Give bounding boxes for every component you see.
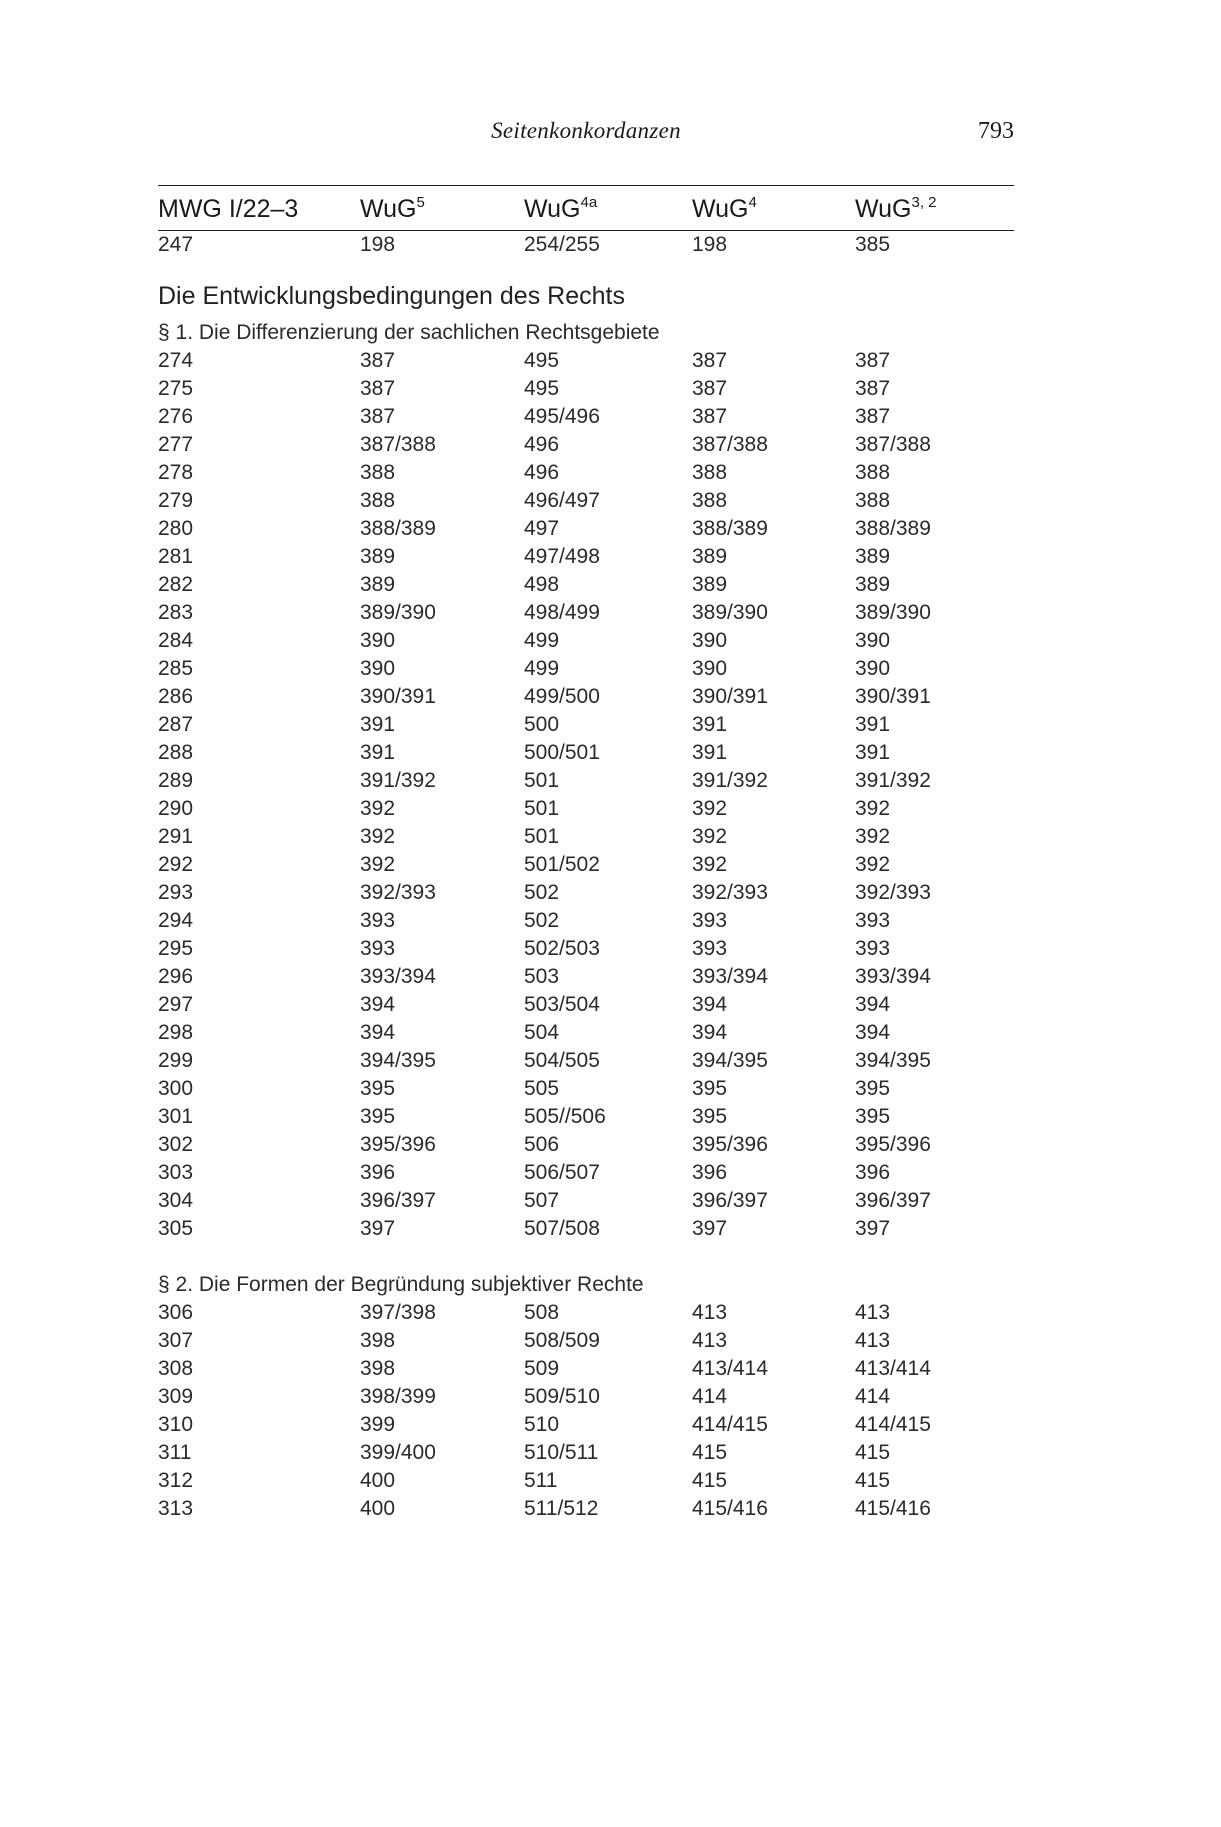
table-cell: 415 [855,1441,891,1464]
table-cell: 396/397 [360,1189,436,1212]
table-cell: 274 [158,349,194,372]
table-row [158,879,1014,907]
table-cell: 388 [692,461,728,484]
table-cell: 389 [692,573,728,596]
table-row [158,655,1014,683]
table-cell: 415 [692,1469,728,1492]
table-cell: 501/502 [524,853,600,876]
table-cell: 499/500 [524,685,600,708]
table-row [158,515,1014,543]
table-cell: 285 [158,657,194,680]
table-cell: 390 [692,629,728,652]
column-header-wug4a: WuG$^{4a}$ [524,194,598,223]
table-cell: 304 [158,1189,194,1212]
table-cell: 505//506 [524,1105,606,1128]
table-cell: 397/398 [360,1301,436,1324]
table-cell: 393 [855,909,891,932]
table-cell: 390 [692,657,728,680]
table-cell: 387 [855,377,891,400]
table-cell: 387 [692,377,728,400]
table-cell: 392/393 [855,881,931,904]
table-cell: 393 [360,909,396,932]
table-cell: 388/389 [360,517,436,540]
table-row [158,823,1014,851]
table-row [158,1215,1014,1243]
table-cell: 511 [524,1469,558,1492]
table-cell: 275 [158,377,194,400]
table-cell: 392 [360,825,396,848]
table-cell: 389/390 [360,601,436,624]
table-cell: 289 [158,769,194,792]
table-cell: 397 [692,1217,728,1240]
table-header [158,185,1014,231]
table-cell: 497 [524,517,560,540]
table-cell: 394/395 [855,1049,931,1072]
table-cell: 389/390 [855,601,931,624]
table-cell: 282 [158,573,194,596]
table-cell: 498 [524,573,560,596]
table-cell: 392 [855,797,891,820]
table-cell: 395 [360,1105,396,1128]
table-cell: 305 [158,1217,194,1240]
table-row [158,1467,1014,1495]
table-cell: 502/503 [524,937,600,960]
table-row [158,599,1014,627]
table-cell: 413 [855,1301,891,1324]
table-cell: 495 [524,377,560,400]
table-cell: 388 [855,461,891,484]
table-cell: 502 [524,881,560,904]
table-cell: 395/396 [855,1133,931,1156]
table-cell: 395 [360,1077,396,1100]
table-cell: 496 [524,433,560,456]
table-cell: 312 [158,1469,194,1492]
table-cell: 394 [692,1021,728,1044]
table-row [158,739,1014,767]
table-cell: 391 [360,741,396,764]
table-cell: 495/496 [524,405,600,428]
table-cell: 394 [855,993,891,1016]
table-cell: 502 [524,909,560,932]
table-cell: 387 [360,349,396,372]
chapter-title: Die Entwicklungsbedingungen des Rechts [158,282,625,310]
table-cell: 281 [158,545,194,568]
table-cell: 287 [158,713,194,736]
section-heading [158,319,1014,347]
table-row [158,627,1014,655]
table-row [158,683,1014,711]
table-cell: 296 [158,965,194,988]
table-cell: 396 [360,1161,396,1184]
table-cell: 508 [524,1301,560,1324]
table-row [158,711,1014,739]
table-row [158,1019,1014,1047]
table-row [158,347,1014,375]
table-row [158,571,1014,599]
table-cell: 298 [158,1021,194,1044]
table-row [158,1355,1014,1383]
table-row [158,767,1014,795]
table-row [158,403,1014,431]
table-cell: 413 [692,1329,728,1352]
table-cell: 390/391 [692,685,768,708]
table-row [158,1299,1014,1327]
table-cell: 395 [692,1077,728,1100]
column-header-wug4: WuG$^4$ [692,194,757,223]
table-row [158,991,1014,1019]
table-cell: 394 [360,993,396,1016]
section-title: § 2. Die Formen der Begründung subjektiver Rechte [158,1273,644,1296]
table-cell: 390 [360,657,396,680]
table-cell: 510 [524,1413,560,1436]
table-row [158,1159,1014,1187]
table-cell: 395/396 [692,1133,768,1156]
table-cell: 413/414 [692,1357,768,1380]
table-cell: 279 [158,489,194,512]
table-cell: 415 [692,1441,728,1464]
table-cell: 302 [158,1133,194,1156]
table-row [158,375,1014,403]
table-cell: 392 [692,853,728,876]
table-cell: 496 [524,461,560,484]
table-cell: 390/391 [855,685,931,708]
table-cell: 394 [360,1021,396,1044]
table-cell: 301 [158,1105,194,1128]
table-cell: 393 [360,937,396,960]
table-row [158,795,1014,823]
table-cell: 254/255 [524,233,600,256]
table-cell: 504 [524,1021,560,1044]
table-row [158,1495,1014,1523]
table-cell: 506 [524,1133,560,1156]
table-cell: 499 [524,629,560,652]
table-cell: 500/501 [524,741,600,764]
table-cell: 299 [158,1049,194,1072]
table-cell: 276 [158,405,194,428]
table-cell: 387 [692,349,728,372]
table-cell: 290 [158,797,194,820]
table-cell: 291 [158,825,194,848]
table-cell: 507/508 [524,1217,600,1240]
table-cell: 392 [360,853,396,876]
table-cell: 499 [524,657,560,680]
table-cell: 413/414 [855,1357,931,1380]
table-cell: 510/511 [524,1441,599,1464]
table-row [158,1075,1014,1103]
table-cell: 414/415 [855,1413,931,1436]
table-row [158,1411,1014,1439]
table-cell: 388 [692,489,728,512]
table-cell: 283 [158,601,194,624]
table-cell: 392 [692,825,728,848]
table-cell: 511/512 [524,1497,599,1520]
table-cell: 306 [158,1301,194,1324]
table-cell: 387 [855,349,891,372]
table-cell: 198 [360,233,396,256]
table-cell: 247 [158,233,194,256]
table-cell: 388 [855,489,891,512]
table-cell: 391 [360,713,396,736]
table-cell: 393 [855,937,891,960]
table-cell: 508/509 [524,1329,600,1352]
page-number: 793 [978,118,1014,144]
table-cell: 392 [360,797,396,820]
table-cell: 393 [692,909,728,932]
table-cell: 506/507 [524,1161,600,1184]
table-cell: 284 [158,629,194,652]
table-cell: 293 [158,881,194,904]
table-cell: 396/397 [692,1189,768,1212]
table-cell: 387 [692,405,728,428]
table-cell: 392/393 [692,881,768,904]
table-cell: 414 [855,1385,891,1408]
table-cell: 309 [158,1385,194,1408]
table-cell: 393/394 [360,965,436,988]
table-cell: 391 [855,713,891,736]
table-cell: 396/397 [855,1189,931,1212]
table-cell: 387/388 [855,433,931,456]
table-cell: 388 [360,461,396,484]
table-cell: 389 [360,573,396,596]
table-cell: 311 [158,1441,192,1464]
table-cell: 391/392 [692,769,768,792]
table-cell: 308 [158,1357,194,1380]
table-cell: 394/395 [360,1049,436,1072]
table-cell: 391 [692,741,728,764]
table-cell: 501 [524,769,560,792]
table-cell: 307 [158,1329,194,1352]
table-row [158,1131,1014,1159]
table-cell: 313 [158,1497,194,1520]
table-cell: 392 [692,797,728,820]
table-cell: 395/396 [360,1133,436,1156]
table-cell: 286 [158,685,194,708]
table-cell: 387 [855,405,891,428]
table-cell: 399 [360,1413,396,1436]
column-header-wug5: WuG$^5$ [360,194,425,223]
table-cell: 391/392 [855,769,931,792]
table-row [158,907,1014,935]
table-cell: 505 [524,1077,560,1100]
table-cell: 310 [158,1413,194,1436]
table-cell: 391/392 [360,769,436,792]
table-cell: 388 [360,489,396,512]
table-cell: 398 [360,1357,396,1380]
table-cell: 507 [524,1189,560,1212]
table-row [158,963,1014,991]
table-row [158,1103,1014,1131]
table-cell: 415/416 [692,1497,768,1520]
table-cell: 385 [855,233,891,256]
table-cell: 501 [524,797,560,820]
table-cell: 397 [360,1217,396,1240]
table-row [158,1187,1014,1215]
table-cell: 396 [855,1161,891,1184]
table-cell: 389 [855,573,891,596]
table-cell: 389 [692,545,728,568]
table-cell: 398 [360,1329,396,1352]
table-cell: 498/499 [524,601,600,624]
table-cell: 398/399 [360,1385,436,1408]
table-cell: 388/389 [855,517,931,540]
table-cell: 495 [524,349,560,372]
table-cell: 500 [524,713,560,736]
table-cell: 413 [692,1301,728,1324]
table-cell: 395 [855,1105,891,1128]
table-cell: 292 [158,853,194,876]
table-cell: 392/393 [360,881,436,904]
table-cell: 390 [855,629,891,652]
table-row [158,431,1014,459]
table-cell: 393 [692,937,728,960]
table-cell: 390 [360,629,396,652]
table-cell: 390 [855,657,891,680]
table-row [158,851,1014,879]
sections-container [158,319,1014,1523]
running-title: Seitenkonkordanzen [491,118,681,143]
table-cell: 198 [692,233,728,256]
table-cell: 393/394 [855,965,931,988]
table-cell: 389 [360,545,396,568]
table-cell: 509 [524,1357,560,1380]
table-cell: 277 [158,433,194,456]
table-cell: 400 [360,1469,396,1492]
table-cell: 392 [855,853,891,876]
table-cell: 415 [855,1469,891,1492]
chapter-heading [158,259,1014,319]
table-cell: 414/415 [692,1413,768,1436]
table-cell: 504/505 [524,1049,600,1072]
table-cell: 387/388 [692,433,768,456]
table-cell: 503/504 [524,993,600,1016]
table-cell: 389/390 [692,601,768,624]
table-row [158,459,1014,487]
table-cell: 387 [360,405,396,428]
table-cell: 300 [158,1077,194,1100]
table-cell: 387 [360,377,396,400]
table-cell: 390/391 [360,685,436,708]
table-row [158,1327,1014,1355]
table-cell: 395 [855,1077,891,1100]
table-cell: 297 [158,993,194,1016]
table-cell: 509/510 [524,1385,600,1408]
table-cell: 497/498 [524,545,600,568]
table-cell: 414 [692,1385,728,1408]
section-title: § 1. Die Differenzierung der sachlichen Rechtsgebiete [158,321,660,344]
column-header-mwg: MWG I/22–3 [158,195,299,223]
table-cell: 392 [855,825,891,848]
table-cell: 387/388 [360,433,436,456]
table-cell: 394/395 [692,1049,768,1072]
table-cell: 496/497 [524,489,600,512]
table-row [158,1047,1014,1075]
table-cell: 295 [158,937,194,960]
section-spacer [158,1243,1014,1271]
table-cell: 388/389 [692,517,768,540]
table-cell: 280 [158,517,194,540]
table-cell: 303 [158,1161,194,1184]
table-cell: 389 [855,545,891,568]
table-row [158,543,1014,571]
table-cell: 394 [692,993,728,1016]
table-cell: 400 [360,1497,396,1520]
table-cell: 394 [855,1021,891,1044]
table-cell: 413 [855,1329,891,1352]
table-cell: 288 [158,741,194,764]
table-cell: 278 [158,461,194,484]
table-cell: 396 [692,1161,728,1184]
table-cell: 503 [524,965,560,988]
table-cell: 391 [692,713,728,736]
table-row [158,935,1014,963]
table-cell: 395 [692,1105,728,1128]
table-cell: 501 [524,825,560,848]
table-cell: 393/394 [692,965,768,988]
column-header-wug32: WuG$^{3, 2}$ [855,194,937,223]
table-row [158,231,1014,259]
running-head [158,118,1014,152]
table-row [158,487,1014,515]
table-cell: 399/400 [360,1441,436,1464]
section-heading [158,1271,1014,1299]
table-row [158,1383,1014,1411]
table-cell: 294 [158,909,194,932]
concordance-body [158,231,1014,1523]
table-cell: 391 [855,741,891,764]
table-row [158,1439,1014,1467]
table-cell: 415/416 [855,1497,931,1520]
table-cell: 397 [855,1217,891,1240]
